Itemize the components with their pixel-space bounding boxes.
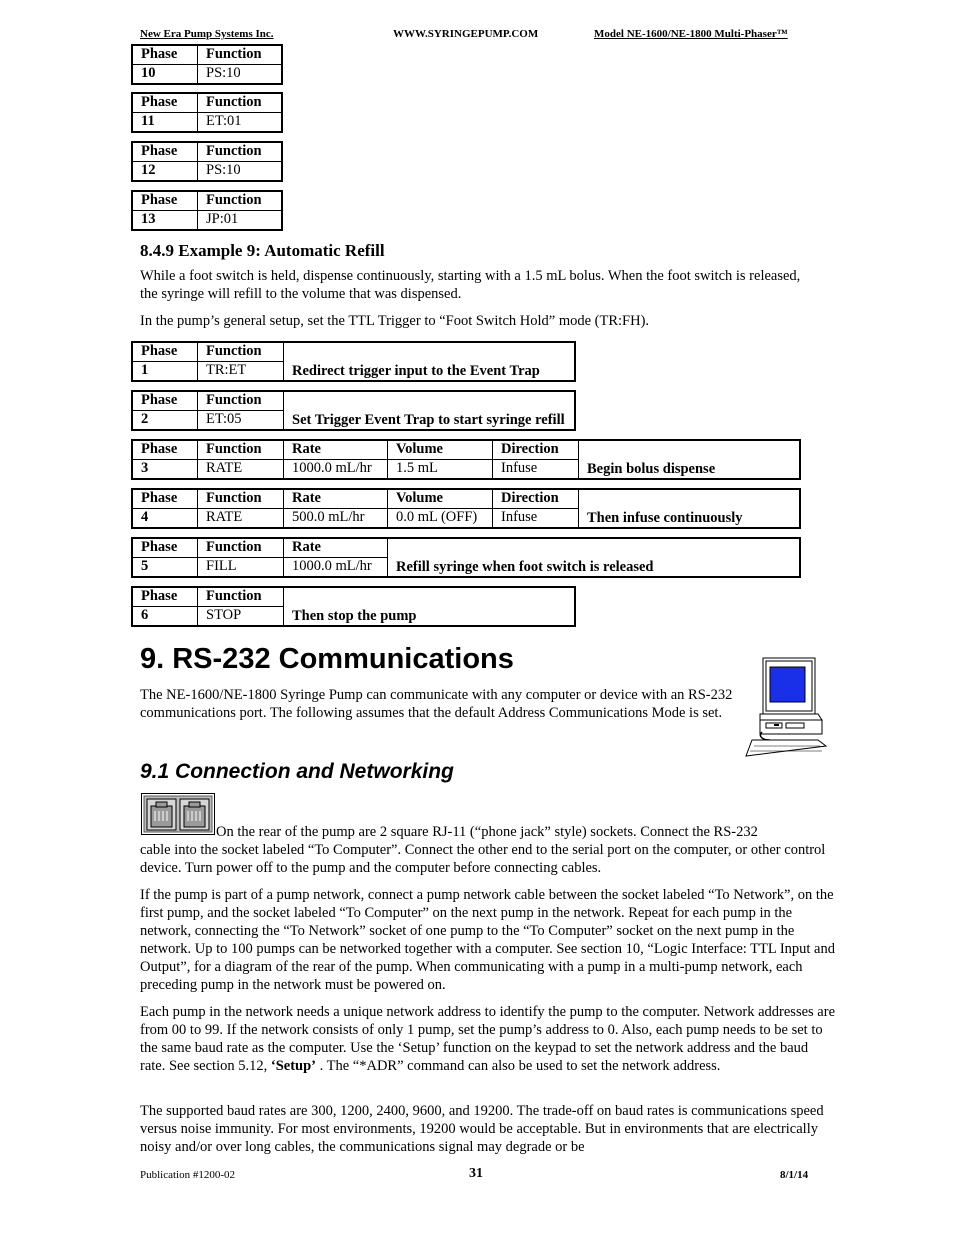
example9-para2: In the pump’s general setup, set the TTL Trigger to “Foot Switch Hold” mode (TR:FH). [140, 313, 650, 329]
phase-table-13: Phase Function 13 JP:01 [131, 190, 283, 231]
section91-p1-line1: On the rear of the pump are 2 square RJ-11 (“phone jack” style) sockets. Connect the RS-232 [216, 824, 758, 840]
footer-date: 8/1/14 [780, 1169, 809, 1181]
section91-p2: If the pump is part of a pump network, connect a pump network cable between the socket labeled “To Network”, on the first pump, and the socket labeled “To Computer” on the next pump in the network. Repeat for each pump in the network, connecting the “To Network” socket of one pump to the “To Computer” socket on the next pump in the network. Up to 100 pumps can be networked together with a computer. See section 10, “Logic Interface: TTL Input and Output”, for a diagram of the rear of the pump. When communicating with a pump in a multi-pump network, each preceding pump in the network must be powered on. [140, 887, 835, 993]
phase-table-10: Phase Function 10 PS:10 [131, 44, 283, 85]
section91-p3: Each pump in the network needs a unique network address to identify the pump to the computer. Network addresses are from 00 to 99. If the network consists of only 1 pump, set the pump’s address to 0. Also, each pump needs to be set to the same baud rate as the computer. Use the ‘Setup’ function on the keypad to set the network address and the baud rate. See section 5.12, ‘Setup’ . The “*ADR” command can also be used to set the network address. [140, 1004, 836, 1074]
header-model: Model NE-1600/NE-1800 Multi-Phaser™ [594, 28, 788, 40]
footer-page-number: 31 [469, 1166, 483, 1181]
section9-title: 9. RS-232 Communications [140, 643, 514, 675]
section91-p4: The supported baud rates are 300, 1200, 2400, 9600, and 19200. The trade-off on baud rates is communications speed versus noise immunity. For most environments, 19200 would be acceptable. But in environments that are electrically noisy and/or over long cables, the communications signal may degrade or be [140, 1103, 824, 1155]
phase-table-12: Phase Function 12 PS:10 [131, 141, 283, 182]
example9-para1: While a foot switch is held, dispense continuously, starting with a 1.5 mL bolus. When the foot switch is released, the syringe will refill to the volume that was dispensed. [140, 268, 801, 302]
phase-table-4: Phase Function Rate Volume Direction Then infuse continuously 4 RATE 500.0 mL/hr 0.0 mL (OFF) Infuse [131, 488, 801, 529]
section91-title: 9.1 Connection and Networking [140, 760, 454, 783]
section9-intro: The NE-1600/NE-1800 Syringe Pump can communicate with any computer or device with an RS-232 communications port. The following assumes that the default Address Communications Mode is set. [140, 687, 733, 721]
computer-icon [742, 656, 828, 758]
phase-table-3: Phase Function Rate Volume Direction Begin bolus dispense 3 RATE 1000.0 mL/hr 1.5 mL Infuse [131, 439, 801, 480]
section91-p1-rest: cable into the socket labeled “To Computer”. Connect the other end to the serial port on the computer, or other control device. Turn power off to the pump and the computer before connecting cables. [140, 842, 826, 876]
phase-table-6: Phase Function Then stop the pump 6 STOP [131, 586, 576, 627]
header-company: New Era Pump Systems Inc. [140, 28, 274, 40]
rj11-sockets-icon [141, 793, 215, 835]
example9-heading: 8.4.9 Example 9: Automatic Refill [140, 241, 385, 260]
header-website: WWW.SYRINGEPUMP.COM [393, 28, 539, 40]
footer-publication: Publication #1200-02 [140, 1169, 236, 1181]
phase-table-2: Phase Function Set Trigger Event Trap to start syringe refill 2 ET:05 [131, 390, 576, 431]
phase-table-11: Phase Function 11 ET:01 [131, 92, 283, 133]
phase-table-5: Phase Function Rate Refill syringe when foot switch is released 5 FILL 1000.0 mL/hr [131, 537, 801, 578]
phase-table-1: Phase Function Redirect trigger input to the Event Trap 1 TR:ET [131, 341, 576, 382]
